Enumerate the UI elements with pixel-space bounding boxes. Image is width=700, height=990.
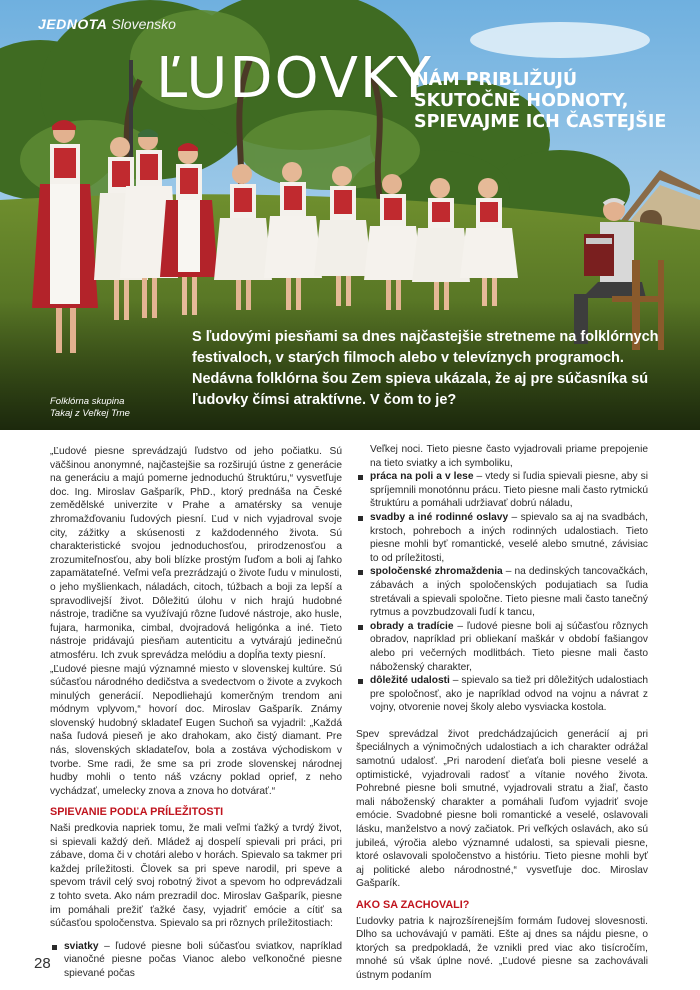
paragraph: „Ľudové piesne sprevádzajú ľudstvo od jeho počiatku. Sú väčšinou anonymné, najčastejšie sa rozširujú ústne z generácie na generáciu a majú pomerne jednoduchú štruktúru,“ vysvetľuje doc. Ing. Miroslav Gašparík, PhD., ktorý prednáša na České zemědělské univerzite v Prahe a amatérsky sa venuje zhromažďovaniu ľudových piesní. Ľud v nich vyjadroval svoje city, zážitky a skúsenosti z každodenného života. Sú charakteristické svojou jednoduchosťou, prirodzenosťou a zrozumiteľnosťou, aby boli blízke prostým ľuďom a boli aj ľahko zapamätateľné. Veľmi veľa prezrádzajú o živote ľudu v minulosti, o jeho myšlienkach, náladách, citoch, túžbach a boji za lepší a spravodlivejší život. Dôležitú úlohu v nich hrajú hudobné nástroje, tradične sa využívajú rôzne ľudové nástroje, ako husle, fujara, harmonika, cimbal, dvojradová heligónka a iné. Tieto nástroje pridávajú piesňam autenticitu a vytvárajú jedinečnú atmosféru. Ich zvuk sprevádza melódiu a dopĺňa texty piesní.: [50, 446, 342, 661]
right-column: [356, 443, 648, 983]
left-column: [50, 445, 342, 981]
list-item: [356, 511, 648, 565]
occasion-list-continued: [356, 470, 648, 715]
occasion-list: [50, 940, 342, 981]
paragraph: Naši predkovia napriek tomu, že mali veľmi ťažký a tvrdý život, si spievali každý deň. Mládež aj dospelí spievali pri práci, pri zábave, doma či v chotári alebo v horách. Spievalo sa takmer pri každej príležitosti. Človek sa pri speve narodil, pri speve a spevom trávil celý svoj robotný život a spevom ho odprevádzali z tohto sveta. Ako nám prezradil doc. Miroslav Gašparík, piesne im pomáhali prežiť ťažké časy, vyjadriť emócie a cítiť sa súčasťou spoločenstva. Spievalo sa pri rôznych príležitostiach:: [50, 823, 342, 930]
paragraph: Veľkej noci. Tieto piesne často vyjadrovali priame prepojenie na tieto sviatky a ich symboliku,: [370, 444, 648, 469]
hero-photo: [0, 0, 700, 430]
list-item-text: – spievalo sa tiež pri dôležitých udalostiach pre spoločnosť, ako je napríklad odvod na vojnu a návrat z vojny, otvorenie novej školy alebo vysviacka kostola.: [370, 675, 649, 714]
page-number: 28: [34, 955, 51, 972]
spacer: [356, 715, 648, 728]
section-heading-singing: SPIEVANIE PODĽA PRÍLEŽITOSTI: [50, 806, 224, 819]
list-item: [356, 620, 648, 674]
caption-line-1: Folklórna skupina: [50, 396, 125, 407]
brand-region: Slovensko: [111, 16, 176, 32]
list-item: [356, 674, 648, 715]
list-item-text: – ľudové piesne boli aj súčasťou rôznych obradov, napríklad pri obliekaní maškár v období fašiangov alebo pri večerných modlitbách. Tieto piesne mali často náboženský charakter,: [370, 620, 649, 673]
article-title: ĽUDOVKY: [156, 46, 433, 111]
brand-name: JEDNOTA: [38, 16, 108, 32]
paragraph: Spev sprevádzal život predchádzajúcich generácií aj pri špeciálnych a výnimočných udalostiach a ich charakter odrážal samotnú udalosť. „Pri narodení dieťaťa boli piesne veselé a optimistické, vyjadrovali radosť a vítanie nového života. Pohrebné piesne boli smutné, vyjadrovali stratu a žiaľ, často mali náboženský charakter a pomáhali ľuďom vyjadriť svoje emócie. Svadobné piesne boli romantické a veselé, oslavovali lásku, manželstvo a nový začiatok. Pri veľkých oslavách, ako sú jubileá, výročia alebo významné udalosti, sa spievali piesne, ktoré oslavovali spoločenstvo a históriu. Tieto piesne mohli byť aj politické alebo národnostné,“ vysvetľuje doc. Miroslav Gašparík.: [356, 728, 648, 890]
list-item: [356, 565, 648, 619]
list-item-term: sviatky: [64, 940, 99, 952]
list-item: [50, 940, 342, 981]
list-item-text: – vtedy si ľudia spievali piesne, aby si spríjemnili monotónnu prácu. Tieto piesne mali často rytmickú štruktúru a pomáhali udržiavať dobrú náladu,: [370, 471, 649, 510]
brand-logo: [38, 16, 176, 32]
list-item-term: svadby a iné rodinné oslavy: [370, 511, 509, 523]
list-item-text: – ľudové piesne boli súčasťou sviatkov, napríklad vianočné piesne počas Vianoc alebo veľkonočné piesne spievané počas: [64, 940, 342, 979]
list-item-text: – na dedinských tancovačkách, zábavách a iných spoločenských podujatiach sa ľudia stretávali a spievali spoločne. Tieto piesne mali často tanečný rytmus a povzbudzovali ľudí k tancu,: [370, 566, 648, 619]
photo-caption: [50, 396, 130, 420]
list-item-term: spoločenské zhromaždenia: [370, 566, 503, 578]
paragraph: Ľudovky patria k najrozšírenejším formám ľudovej slovesnosti. Dlho sa uchovávajú v pamäti. Ešte aj dnes sa nájdu piesne, o ktorých sa predpokladá, že vznikli pred viac ako tisícročím, mnohé sú však úplne nové. „Ľudové piesne sa zachovávali ústnym podaním: [356, 915, 648, 981]
list-item-text: – spievalo sa aj na svadbách, krstoch, pohreboch a iných rodinných udalostiach. Tieto piesne mohli byť romantické, veselé alebo smutné, závisiac to od príležitosti,: [370, 511, 648, 564]
caption-line-2: Takaj z Veľkej Trne: [50, 408, 130, 419]
article-tagline: NÁM PRIBLIŽUJÚ SKUTOČNÉ HODNOTY, SPIEVAJME ICH ČASTEJŠIE: [414, 70, 667, 132]
list-item-term: dôležité udalosti: [370, 675, 450, 687]
list-item-term: obrady a tradície: [370, 620, 454, 632]
article-lead: S ľudovými piesňami sa dnes najčastejšie stretneme na folklórnych festivaloch, v starých filmoch alebo v televíznych programoch. Nedávna folklórna šou Zem spieva ukázala, že aj pre súčasníka sú ľudovky čímsi atraktívne. V čom to je?: [192, 329, 659, 408]
list-item: [356, 470, 648, 511]
section-heading-preserved: AKO SA ZACHOVALI?: [356, 899, 470, 911]
list-item-term: práca na poli a v lese: [370, 471, 474, 483]
paragraph: „Ľudové piesne majú významné miesto v slovenskej kultúre. Sú súčasťou národného dedičstva a svedectvom o živote a zvykoch minulých generácií. Nepodliehajú komerčným trendom ani módnym vplyvom,“ hovorí doc. Miroslav Gašparík. Známy slovenský hudobný skladateľ Eugen Suchoň sa vyjadril: „Každá naša ľudová pieseň je ako drahokam, ako čistý diamant. Pre nás, slovenských skladateľov, bola a zostáva východiskom v tvorbe. Sme radi, že sme sa pri zrode slovenskej národnej hudby mohli o tento náš vzácny poklad oprief, z neho vychádzať, umelecky znova a znova ho dotvárať.“: [50, 663, 342, 797]
